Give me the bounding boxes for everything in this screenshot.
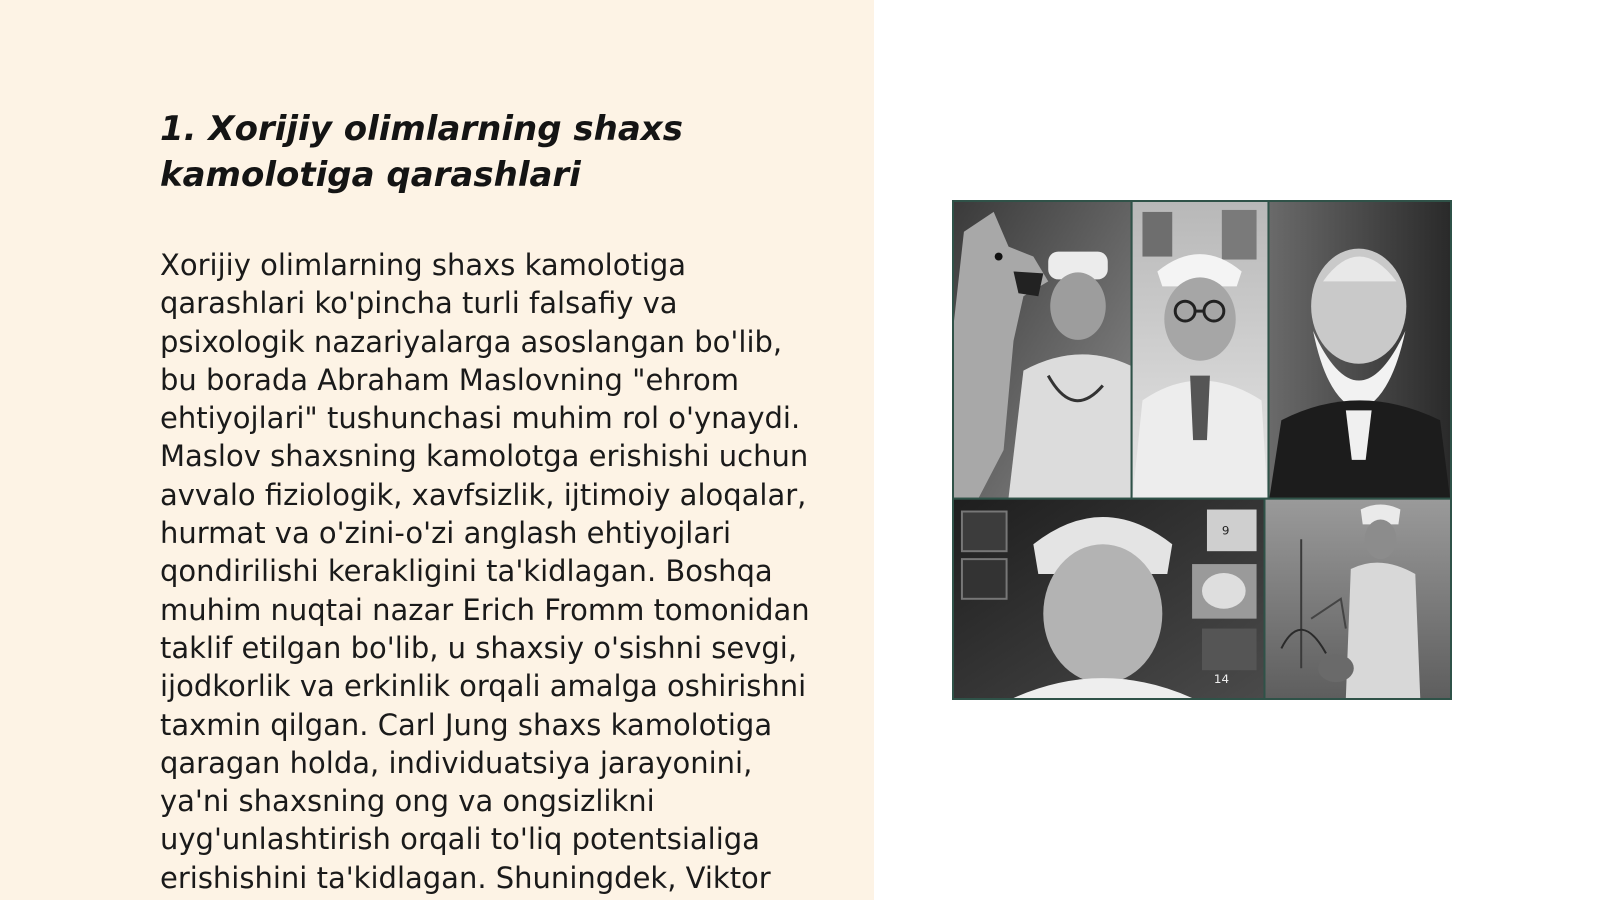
photo-scientist-in-lab: [1265, 500, 1450, 698]
photo-bearded-scientist: [1269, 202, 1450, 498]
monitor-number-14: 14: [1213, 672, 1230, 687]
monitor-number-9: 9: [1221, 523, 1230, 538]
photo-scientist-with-glasses: [1133, 202, 1268, 498]
slide-body-text: Xorijiy olimlarning shaxs kamolotiga qarashlari ko'pincha turli falsafiy va psixologik nazariyalarga asoslangan bo'lib, bu borada Abraham Maslovning "ehrom ehtiyojlari" tushunchasi muhim rol o'ynaydi. Maslov shaxsning kamolotga erishishi uchun avvalo fiziologik, xavfsizlik, ijtimoiy aloqalar, hurmat va o'zini-o'zi anglash ehtiyojlari qondirilishi kerakligini ta'kidlagan. Boshqa muhim nuqtai nazar Erich Fromm tomonidan taklif etilgan bo'lib, u shaxsiy o'sishni sevgi, ijodkorlik va erkinlik orqali amalga oshirishni taxmin qilgan. Carl Jung shaxs kamolotiga qaragan holda, individuatsiya jarayonini, ya'ni shaxsning ong va ongsizlikni uyg'unlashtirish orqali to'liq potentsialiga erishishini ta'kidlagan. Shuningdek, Viktor: [160, 248, 810, 895]
photo-scientist-with-monitors: [954, 500, 1264, 698]
slide-title: 1. Xorijiy olimlarning shaxs kamolotiga qarashlari: [160, 109, 683, 195]
photo-collage-svg: [954, 202, 1450, 698]
photo-collage: [952, 200, 1452, 700]
photo-scientist-with-dog: [954, 202, 1131, 498]
